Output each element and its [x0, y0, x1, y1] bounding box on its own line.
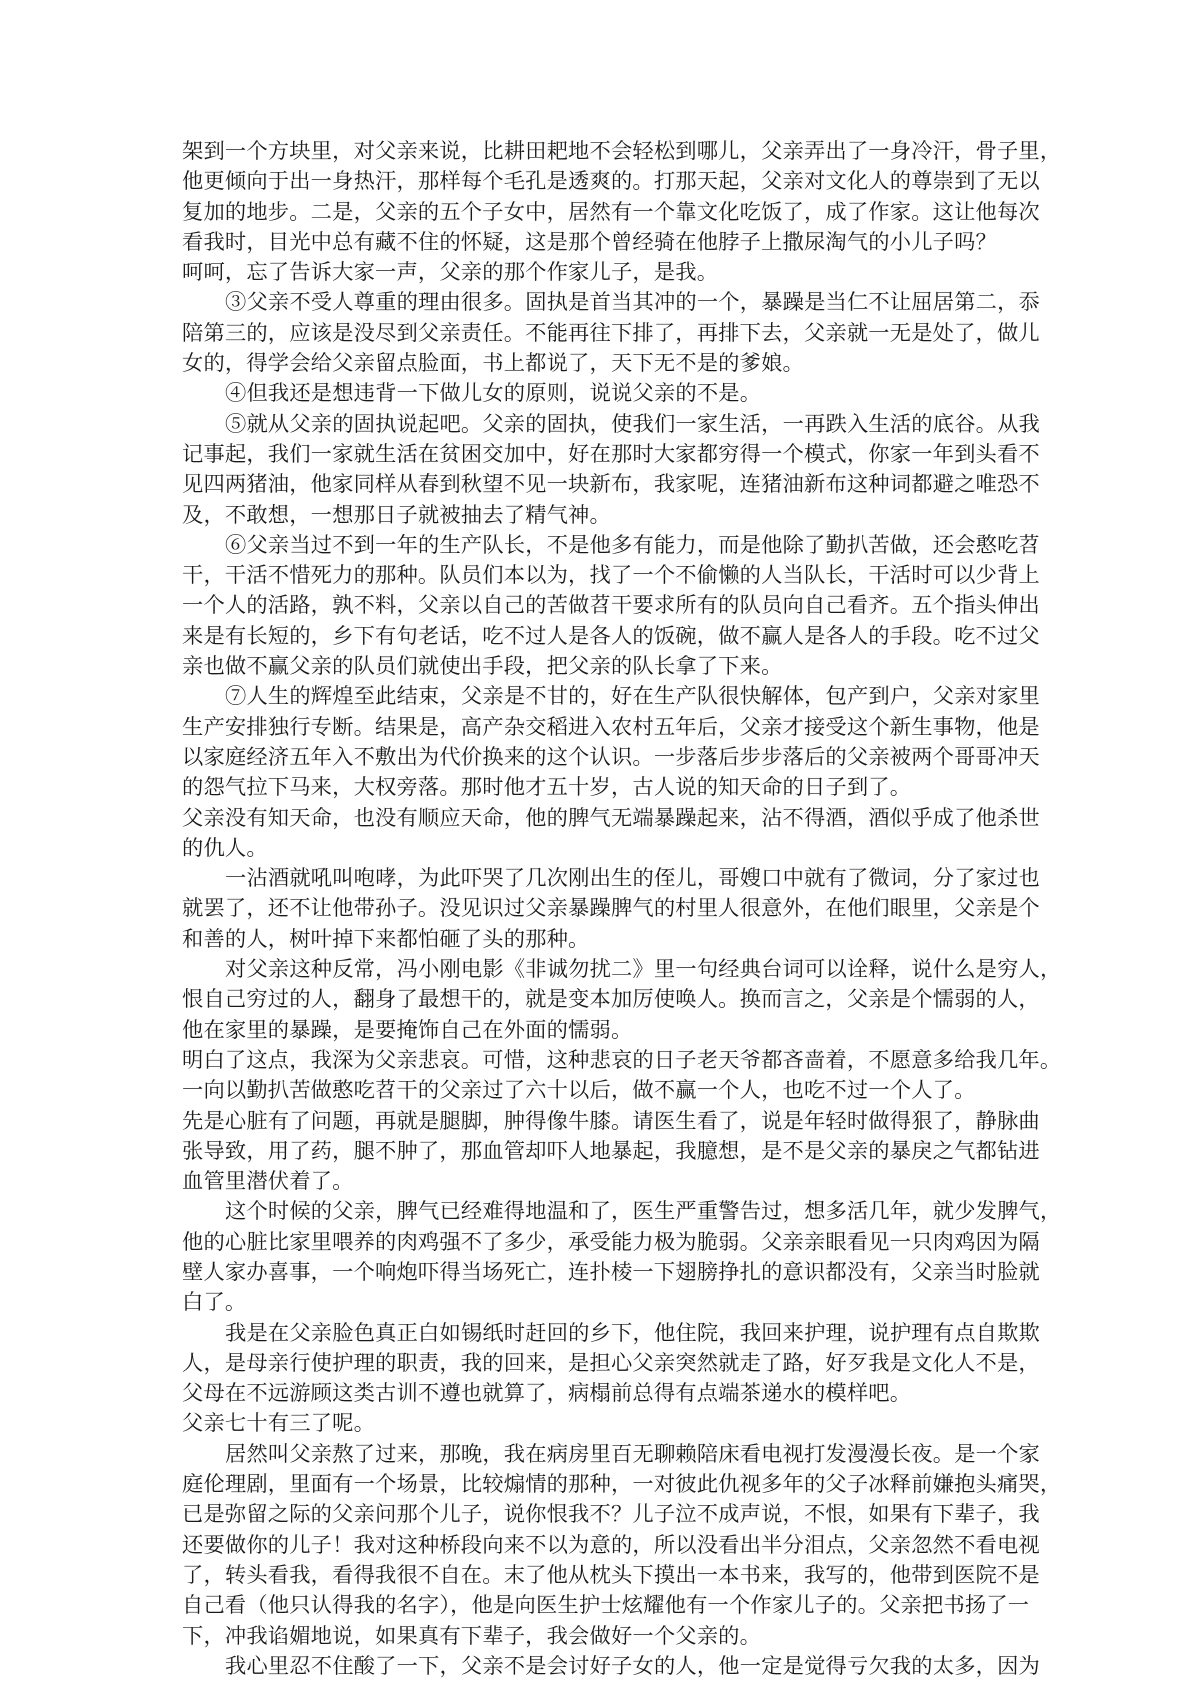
text-line: 他更倾向于出一身热汗，那样每个毛孔是透爽的。打那天起，父亲对文化人的尊崇到了无以: [182, 169, 1040, 195]
text-line: 这个时候的父亲，脾气已经难得地温和了，医生严重警告过，想多活几年，就少发脾气，: [225, 1199, 1062, 1225]
text-line: 复加的地步。二是，父亲的五个子女中，居然有一个靠文化吃饭了，成了作家。这让他每次: [182, 199, 1040, 225]
text-line: 呵呵，忘了告诉大家一声，父亲的那个作家儿子，是我。: [182, 260, 719, 286]
text-line: 亲也做不赢父亲的队员们就使出手段，把父亲的队长拿了下来。: [182, 654, 783, 680]
text-line: 还要做你的儿子！我对这种桥段向来不以为意的，所以没看出半分泪点，父亲忽然不看电视: [182, 1532, 1040, 1558]
text-line: 父亲没有知天命，也没有顺应天命，他的脾气无端暴躁起来，沾不得酒，酒似乎成了他杀世: [182, 805, 1040, 831]
text-line: 记事起，我们一家就生活在贫困交加中，好在那时大家都穷得一个模式，你家一年到头看不: [182, 441, 1040, 467]
essay-body: [182, 137, 1062, 1682]
text-line: 干，干活不惜死力的那种。队员们本以为，找了一个不偷懒的人当队长，干活时可以少背上: [182, 563, 1040, 589]
text-line: 女的，得学会给父亲留点脸面，书上都说了，天下无不是的爹娘。: [182, 351, 804, 377]
text-line: 和善的人，树叶掉下来都怕砸了头的那种。: [182, 926, 590, 952]
text-line: 庭伦理剧，里面有一个场景，比较煽情的那种，一对彼此仇视多年的父子冰释前嫌抱头痛哭，: [182, 1472, 1062, 1498]
text-line: 先是心脏有了问题，再就是腿脚，肿得像牛膝。请医生看了，说是年轻时做得狠了，静脉曲: [182, 1108, 1040, 1134]
text-line: ③父亲不受人尊重的理由很多。固执是首当其冲的一个，暴躁是当仁不让屈居第二，忝: [225, 290, 1040, 316]
text-line: 一向以勤扒苦做憨吃苕干的父亲过了六十以后，做不赢一个人，也吃不过一个人了。: [182, 1078, 976, 1104]
text-line: 来是有长短的，乡下有句老话，吃不过人是各人的饭碗，做不赢人是各人的手段。吃不过父: [182, 623, 1040, 649]
text-line: 下，冲我谄媚地说，如果真有下辈子，我会做好一个父亲的。: [182, 1623, 762, 1649]
text-line: 壁人家办喜事，一个响炮吓得当场死亡，连扑棱一下翅膀挣扎的意识都没有，父亲当时脸就: [182, 1259, 1040, 1285]
text-line: 父亲七十有三了呢。: [182, 1411, 376, 1437]
text-line: 已是弥留之际的父亲问那个儿子，说你恨我不？儿子泣不成声说，不恨，如果有下辈子，我: [182, 1502, 1040, 1528]
text-line: 陪第三的，应该是没尽到父亲责任。不能再往下排了，再排下去，父亲就一无是处了，做儿: [182, 320, 1040, 346]
text-line: 父母在不远游顾这类古训不遵也就算了，病榻前总得有点端茶递水的模样吧。: [182, 1381, 912, 1407]
text-line: ⑤就从父亲的固执说起吧。父亲的固执，使我们一家生活，一再跌入生活的底谷。从我: [225, 411, 1040, 437]
text-line: 居然叫父亲熬了过来，那晚，我在病房里百无聊赖陪床看电视打发漫漫长夜。是一个家: [225, 1441, 1040, 1467]
text-line: 见四两猪油，他家同样从春到秋望不见一块新布，我家呢，连猪油新布这种词都避之唯恐不: [182, 472, 1040, 498]
text-line: 了，转头看我，看得我很不自在。末了他从枕头下摸出一本书来，我写的，他带到医院不是: [182, 1562, 1040, 1588]
text-line: 架到一个方块里，对父亲来说，比耕田耙地不会轻松到哪儿，父亲弄出了一身冷汗，骨子里，: [182, 139, 1062, 164]
text-line: 一个人的活路，孰不料，父亲以自己的苦做苕干要求所有的队员向自己看齐。五个指头伸出: [182, 593, 1040, 619]
text-line: 他的心脏比家里喂养的肉鸡强不了多少，承受能力极为脆弱。父亲亲眼看见一只肉鸡因为隔: [182, 1229, 1040, 1255]
text-line: 血管里潜伏着了。: [182, 1169, 354, 1195]
text-line: 以家庭经济五年入不敷出为代价换来的这个认识。一步落后步步落后的父亲被两个哥哥冲天: [182, 744, 1040, 770]
text-line: 对父亲这种反常，冯小刚电影《非诚勿扰二》里一句经典台词可以诠释，说什么是穷人，: [225, 957, 1062, 983]
text-line: ⑥父亲当过不到一年的生产队长，不是他多有能力，而是他除了勤扒苦做，还会憨吃苕: [225, 532, 1040, 558]
text-line: 我是在父亲脸色真正白如锡纸时赶回的乡下，他住院，我回来护理，说护理有点自欺欺: [225, 1320, 1040, 1346]
text-line: ④但我还是想违背一下做儿女的原则，说说父亲的不是。: [225, 381, 762, 407]
text-line: ⑦人生的辉煌至此结束，父亲是不甘的，好在生产队很快解体，包产到户，父亲对家里: [225, 684, 1040, 710]
text-line: 明白了这点，我深为父亲悲哀。可惜，这种悲哀的日子老天爷都吝啬着，不愿意多给我几年。: [182, 1047, 1062, 1073]
text-line: 看我时，目光中总有藏不住的怀疑，这是那个曾经骑在他脖子上撒尿淘气的小儿子吗？: [182, 229, 997, 255]
text-line: 生产安排独行专断。结果是，高产杂交稻进入农村五年后，父亲才接受这个新生事物，他是: [182, 714, 1040, 740]
text-line: 自己看（他只认得我的名字），他是向医生护士炫耀他有一个作家儿子的。父亲把书扬了一: [182, 1593, 1030, 1619]
text-line: 他在家里的暴躁，是要掩饰自己在外面的懦弱。: [182, 1017, 633, 1043]
text-line: 的怨气拉下马来，大权旁落。那时他才五十岁，古人说的知天命的日子到了。: [182, 775, 912, 801]
text-line: 恨自己穷过的人，翻身了最想干的，就是变本加厉使唤人。换而言之，父亲是个懦弱的人，: [182, 987, 1040, 1013]
text-line: 就罢了，还不让他带孙子。没见识过父亲暴躁脾气的村里人很意外，在他们眼里，父亲是个: [182, 896, 1040, 922]
text-line: 人，是母亲行使护理的职责，我的回来，是担心父亲突然就走了路，好歹我是文化人不是，: [182, 1350, 1040, 1376]
text-line: 白了。: [182, 1290, 247, 1316]
text-line: 张导致，用了药，腿不肿了，那血管却吓人地暴起，我臆想，是不是父亲的暴戾之气都钻进: [182, 1138, 1040, 1164]
text-line: 的仇人。: [182, 835, 268, 861]
text-line: 及，不敢想，一想那日子就被抽去了精气神。: [182, 502, 611, 528]
text-line: 我心里忍不住酸了一下，父亲不是会讨好子女的人，他一定是觉得亏欠我的太多，因为: [225, 1653, 1040, 1679]
text-line: 一沾酒就吼叫咆哮，为此吓哭了几次刚出生的侄儿，哥嫂口中就有了微词，分了家过也: [225, 866, 1040, 892]
